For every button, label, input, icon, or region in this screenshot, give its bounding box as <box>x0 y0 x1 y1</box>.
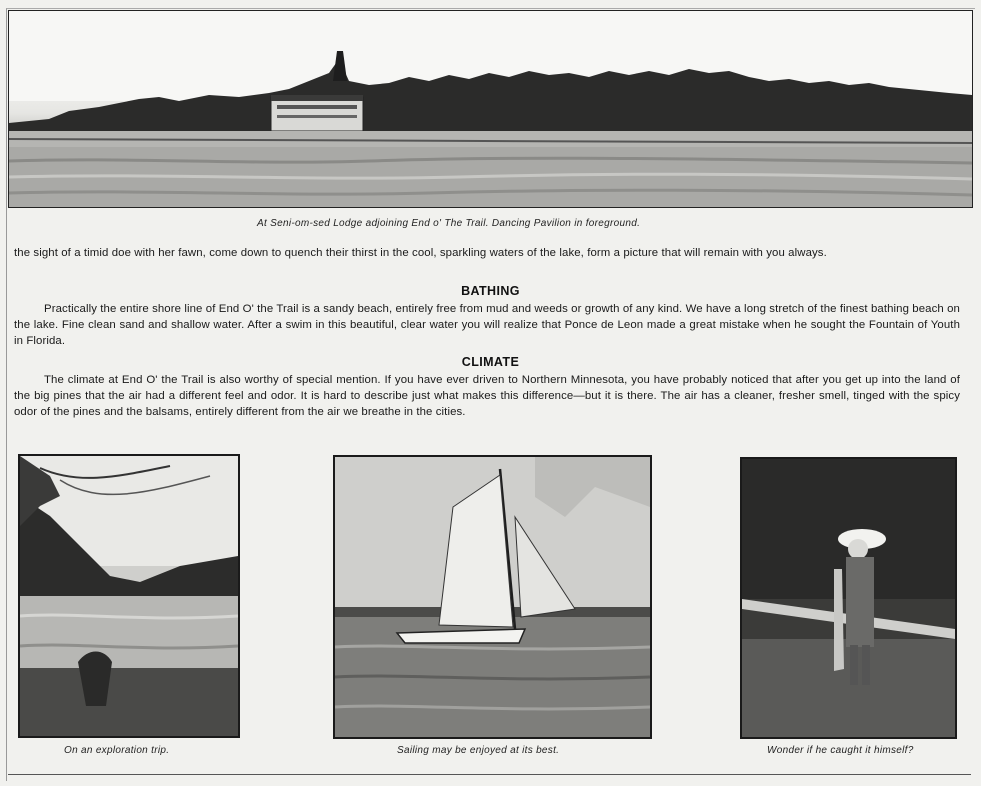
sailing-caption: Sailing may be enjoyed at its best. <box>397 745 560 756</box>
fishing-photo <box>740 457 957 739</box>
sailing-photo <box>333 455 652 739</box>
intro-paragraph: the sight of a timid doe with her fawn, come down to quench their thirst in the cool, sparkling waters of the lake, form a picture that will remain with you always. <box>14 247 827 259</box>
climate-paragraph: The climate at End O' the Trail is also worthy of special mention. If you have ever driven to Northern Minnesota, you have probably noticed that after you get up into the land of the big pines that the air had a different feel and odor. It is hard to describe just what makes this difference—but it is there. The air has a cleaner, fresher smell, tinged with the spicy odor of the pines and the balsams, entirely different from the air we breathe in the cities. <box>14 374 960 418</box>
panorama-caption: At Seni-om-sed Lodge adjoining End o' The Trail. Dancing Pavilion in foreground. <box>257 218 641 229</box>
panorama-photo <box>8 10 973 208</box>
bathing-heading: BATHING <box>461 284 520 298</box>
exploration-caption: On an exploration trip. <box>64 745 170 756</box>
bottom-rule <box>8 774 971 775</box>
fishing-caption: Wonder if he caught it himself? <box>767 745 914 756</box>
exploration-photo <box>18 454 240 738</box>
bathing-paragraph: Practically the entire shore line of End O' the Trail is a sandy beach, entirely free from mud and weeds or growth of any kind. We have a long stretch of the finest bathing beach on the lake. Fine clean sand and shallow water. After a swim in this beautiful, clear water you will realize that Ponce de Leon made a great mistake when he sought the Fountain of Youth in Florida. <box>14 303 960 347</box>
climate-heading: CLIMATE <box>461 355 520 369</box>
